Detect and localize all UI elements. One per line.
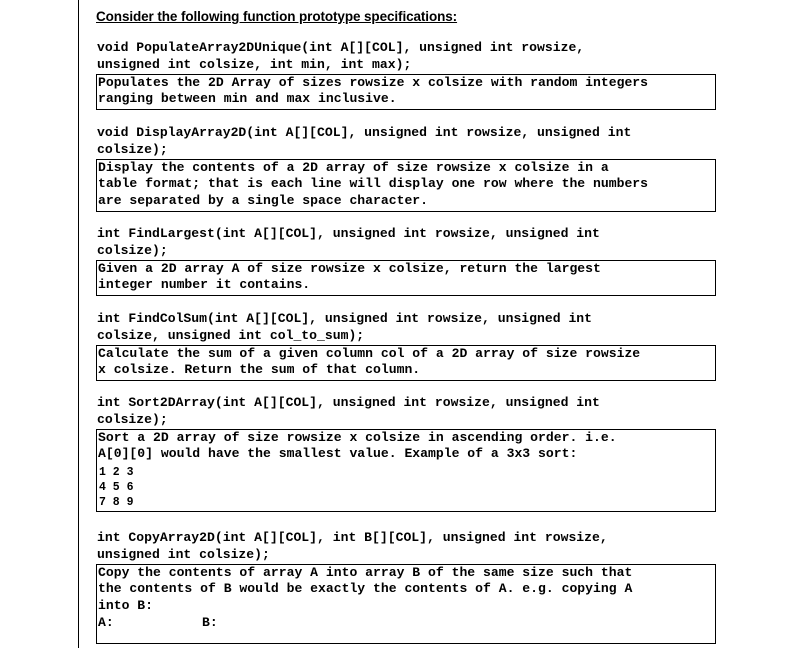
spec-find-largest [96,226,718,296]
spec-copy-array [96,530,718,644]
function-description-box [96,429,716,513]
prototype-line: int CopyArray2D(int A[][COL], int B[][COL], unsigned int rowsize, [97,530,608,545]
description-line: the contents of B would be exactly the contents of A. e.g. copying A [98,581,633,597]
function-description-box [96,74,716,111]
description-line: A[0][0] would have the smallest value. Example of a 3x3 sort: [98,446,578,462]
description-line: into B: [98,598,154,614]
matrix-row: 7 8 9 [99,496,134,510]
function-description-box [96,345,716,382]
page-heading: Consider the following function prototype specifications: [96,9,458,24]
matrix-row: 4 5 6 [99,481,134,495]
prototype-line: int FindLargest(int A[][COL], unsigned int rowsize, unsigned int [97,226,600,241]
description-line: Given a 2D array A of size rowsize x colsize, return the largest [98,260,601,276]
prototype-line: colsize); [97,242,168,258]
prototype-line: void DisplayArray2D(int A[][COL], unsigned int rowsize, unsigned int [97,125,632,140]
spec-find-col-sum [96,311,718,381]
description-line: Populates the 2D Array of sizes rowsize x colsize with random integers [98,74,649,90]
spec-sort-2d-array [96,395,718,512]
description-line: x colsize. Return the sum of that column. [98,362,421,378]
function-prototype [97,226,718,260]
prototype-line: colsize, unsigned int col_to_sum); [97,327,365,343]
description-line: are separated by a single space character. [98,193,429,209]
function-prototype [97,530,718,564]
description-line: table format; that is each line will display one row where the numbers [98,176,649,192]
prototype-line: colsize); [97,141,168,157]
copy-example-labels [98,615,715,632]
prototype-line: colsize); [97,411,168,427]
function-prototype [97,40,718,74]
prototype-line: int FindColSum(int A[][COL], unsigned int rowsize, unsigned int [97,311,593,326]
description-line: Display the contents of a 2D array of size rowsize x colsize in a [98,159,609,175]
function-description-box [96,564,716,644]
description-line: Calculate the sum of a given column col of a 2D array of size rowsize [98,345,641,361]
function-description-box [96,159,716,212]
function-prototype [97,125,718,159]
description-line: ranging between min and max inclusive. [98,91,397,107]
page-left-border [78,0,79,648]
prototype-line: unsigned int colsize); [97,546,270,562]
matrix-row: 1 2 3 [99,466,134,480]
prototype-line: void PopulateArray2DUnique(int A[][COL], unsigned int rowsize, [97,40,585,55]
description-line: integer number it contains. [98,277,311,293]
description-line: Copy the contents of array A into array B of the same size such that [98,564,633,580]
prototype-line: int Sort2DArray(int A[][COL], unsigned int rowsize, unsigned int [97,395,600,410]
spec-display-array [96,125,718,212]
example-matrix [99,465,715,510]
array-a-label: A: [98,614,114,630]
spec-populate-array [96,40,718,110]
function-prototype [97,311,718,345]
prototype-line: unsigned int colsize, int min, int max); [97,56,412,72]
description-line: Sort a 2D array of size rowsize x colsize in ascending order. i.e. [98,429,617,445]
array-b-label: B: [202,614,218,630]
function-description-box [96,260,716,297]
function-prototype [97,395,718,429]
